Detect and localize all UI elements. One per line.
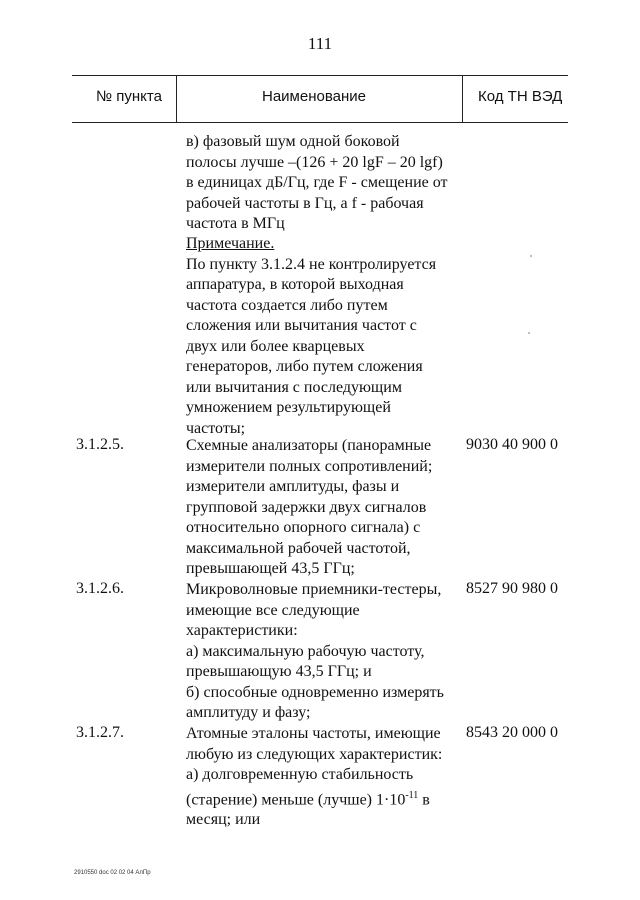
row-line: а) максимальную рабочую частоту,: [186, 642, 425, 660]
header-col-code: Код ТН ВЭД: [478, 88, 563, 105]
note-block: [186, 234, 458, 439]
note-line: сложения или вычитания частот с: [186, 317, 417, 334]
row-line: а) долговременную стабильность: [186, 766, 414, 783]
footer-code: 2910550 doc 02 02 04 АлПр: [74, 870, 151, 876]
row-line: Атомные эталоны частоты, имеющие: [186, 725, 441, 742]
row-line: б) способные одновременно измерять: [186, 683, 444, 701]
intro-line: рабочей частоты в Гц, а f - рабочая: [186, 194, 424, 212]
note-line: частоты;: [186, 419, 246, 437]
note-line: двух или более кварцевых: [186, 337, 365, 355]
row-code: 9030 40 900 0: [466, 436, 558, 453]
header-col-number: № пункта: [96, 88, 162, 105]
row-line: превышающей 43,5 ГГц;: [186, 560, 355, 577]
exponent: -11: [405, 789, 419, 801]
note-title: Примечание.: [186, 235, 275, 252]
row-description: [186, 580, 458, 724]
note-line: частота создается либо путем: [186, 296, 388, 314]
header-col-name: Наименование: [262, 88, 366, 105]
intro-text: [186, 132, 458, 235]
intro-line: частота в МГц: [186, 215, 285, 232]
row-line: максимальной рабочей частотой,: [186, 539, 411, 557]
row-line-with-exponent: [186, 786, 458, 811]
row-line: относительно опорного сигнала) с: [186, 519, 421, 536]
intro-line: в) фазовый шум одной боковой: [186, 133, 400, 150]
row-line: характеристики:: [186, 622, 298, 639]
row-description: [186, 436, 458, 580]
header-divider-1: [176, 75, 177, 122]
row-line: имеющие все следующие: [186, 601, 360, 619]
row-code: 8527 90 980 0: [466, 580, 558, 597]
scan-speck: [528, 332, 530, 334]
note-line: или вычитания с последующим: [186, 378, 402, 396]
row-line: амплитуду и фазу;: [186, 704, 311, 721]
note-line: умножением результирующей: [186, 399, 391, 416]
note-line: аппаратура, в которой выходная: [186, 276, 404, 293]
row-number: 3.1.2.7.: [76, 724, 124, 741]
row-line: измерители амплитуды, фазы и: [186, 478, 400, 495]
header-top-rule: [72, 75, 568, 76]
row-line: измерители полных сопротивлений;: [186, 457, 433, 475]
row-line: месяц; или: [186, 811, 261, 829]
row-line: групповой задержки двух сигналов: [186, 498, 427, 516]
header-bottom-rule: [72, 122, 568, 123]
scan-speck: [530, 255, 532, 257]
row-line: любую из следующих характеристик:: [186, 745, 443, 763]
page-number: 111: [307, 34, 333, 53]
row-line: Схемные анализаторы (панорамные: [186, 437, 432, 454]
exponent-base: (старение) меньше (лучше) 1·10: [186, 790, 406, 808]
intro-line: в единицах дБ/Гц, где F - смещение от: [186, 174, 448, 191]
note-line: генераторов, либо путем сложения: [186, 358, 423, 375]
header-divider-2: [462, 75, 463, 122]
row-code: 8543 20 000 0: [466, 724, 558, 741]
intro-line: полосы лучше –(126 + 20 lgF – 20 lgf): [186, 153, 443, 171]
row-line: Микроволновые приемники-тестеры,: [186, 581, 442, 598]
note-line: По пункту 3.1.2.4 не контролируется: [186, 255, 437, 273]
row-description: [186, 724, 458, 831]
row-number: 3.1.2.6.: [76, 580, 124, 597]
row-line: превышающую 43,5 ГГц; и: [186, 663, 372, 680]
row-number: 3.1.2.5.: [76, 436, 124, 453]
exponent-tail: в: [418, 790, 430, 808]
